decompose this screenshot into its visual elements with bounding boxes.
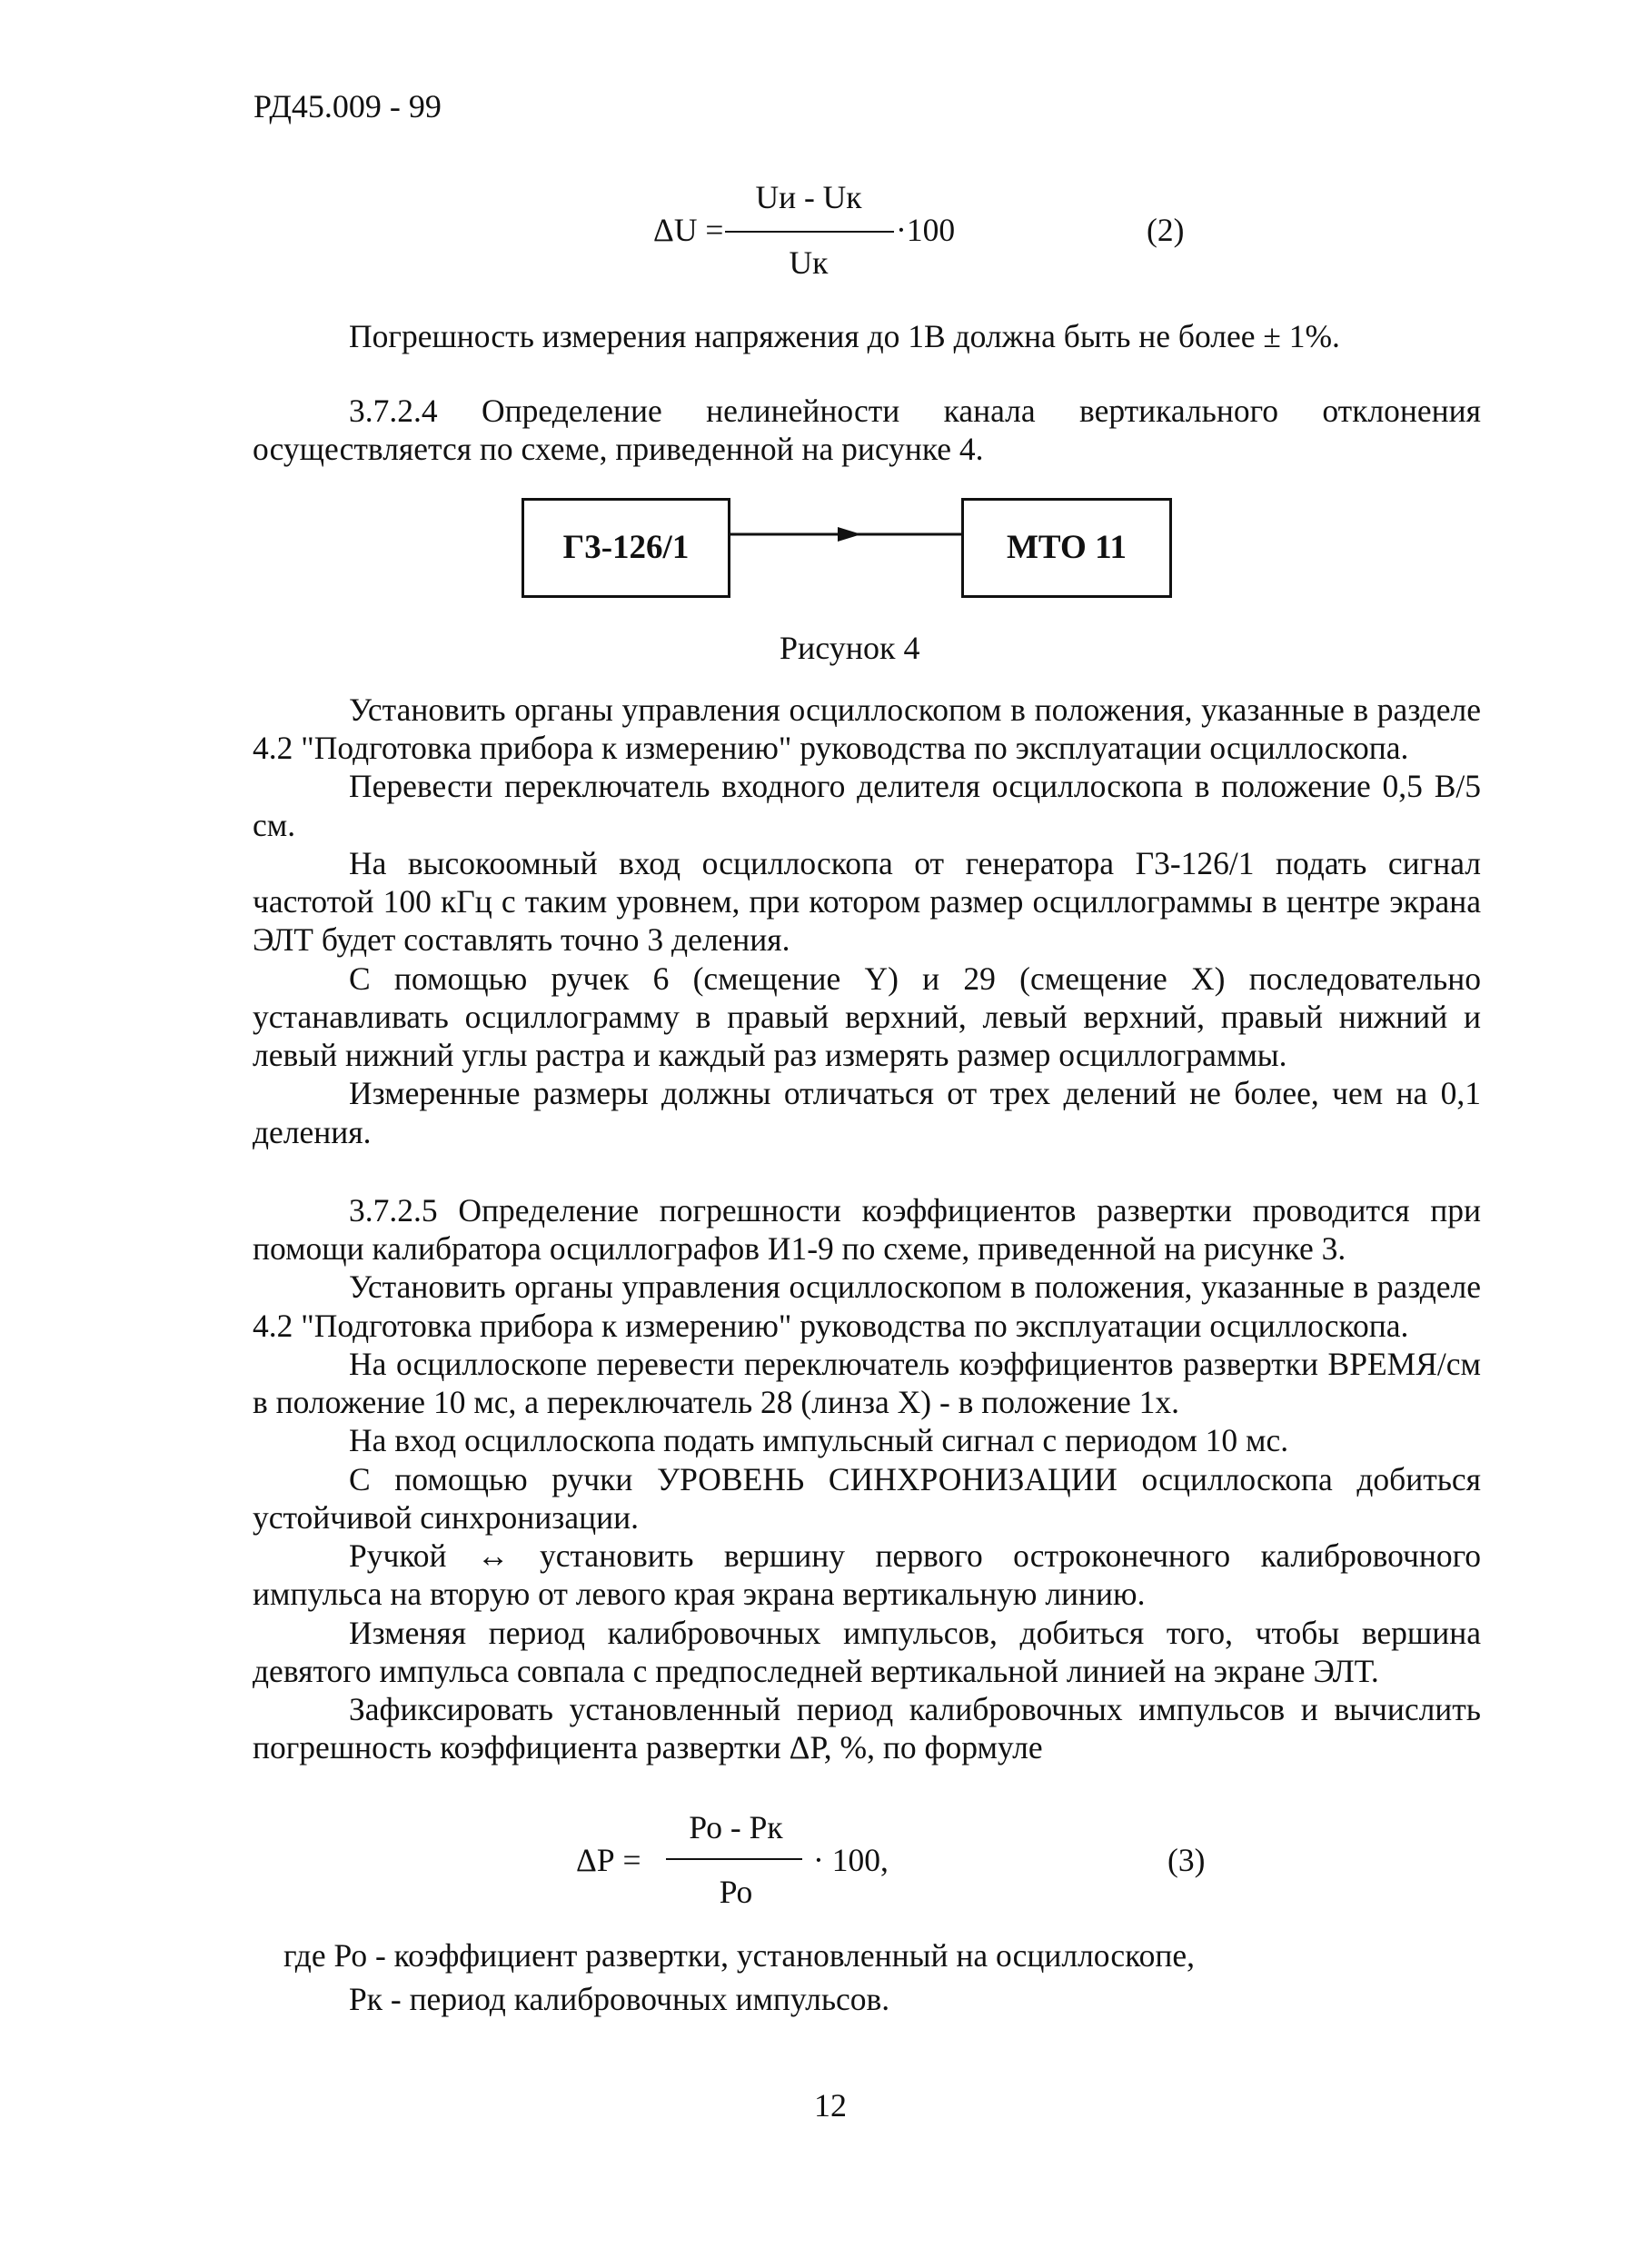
procedure-step: Зафиксировать установленный период калибровочных импульсов и вычислить погрешность коэффициента развертки ΔР, %, по формуле xyxy=(253,1691,1481,1766)
generator-box: Г3-126/1 xyxy=(522,498,730,598)
formula-3-numerator: Ро - Рк xyxy=(689,1809,783,1845)
procedure-step: 3.7.2.5 Определение погрешности коэффициентов развертки проводится при помощи калибратора осциллографов И1-9 по схеме, приведенной на рисунке 3. xyxy=(253,1192,1481,1268)
formula-2-denominator: Uк xyxy=(789,244,829,281)
formula-3-lhs: ΔР = xyxy=(576,1842,641,1878)
document-code-header: РД45.009 - 99 xyxy=(253,88,442,124)
procedure-step: Изменяя период калибровочных импульсов, добиться того, чтобы вершина девятого импульса совпала с предпоследней вертикальной линией на экране ЭЛТ. xyxy=(253,1614,1481,1689)
section-3-7-2-4 xyxy=(253,392,1481,468)
procedure-step: С помощью ручек 6 (смещение Y) и 29 (смещение X) последовательно устанавливать осциллограмму в правый верхний, левый верхний, правый нижний и левый нижний углы растра и каждый раз измерять размер осциллограммы. xyxy=(253,960,1481,1074)
formula-3-number: (3) xyxy=(1167,1842,1206,1878)
section-3-7-2-5 xyxy=(253,1191,1481,1767)
procedure-step: На осциллоскопе перевести переключатель коэффициентов развертки ВРЕМЯ/см в положение 10 мс, а переключатель 28 (линза X) - в положение 1х. xyxy=(253,1345,1481,1421)
formula-3-fraction-line xyxy=(666,1858,802,1860)
variable-definition-pk: Рк - период калибровочных импульсов. xyxy=(349,1981,890,2017)
page-number: 12 xyxy=(814,2087,847,2124)
formula-3-denominator: Ро xyxy=(719,1874,753,1910)
section-3-7-2-4-text: 3.7.2.4 Определение нелинейности канала вертикального отклонения осуществляется по схеме, приведенной на рисунке 4. xyxy=(253,393,1481,468)
formula-2-fraction-line xyxy=(725,231,894,233)
accuracy-paragraph: Погрешность измерения напряжения до 1В должна быть не более ± 1%. xyxy=(349,318,1340,354)
oscilloscope-box: МТО 11 xyxy=(961,498,1172,598)
procedure-step: На вход осциллоскопа подать импульсный сигнал с периодом 10 мс. xyxy=(349,1422,1289,1459)
procedure-step: С помощью ручки УРОВЕНЬ СИНХРОНИЗАЦИИ осциллоскопа добиться устойчивой синхронизации. xyxy=(253,1460,1481,1536)
formula-2-numerator: Uи - Uк xyxy=(755,179,862,215)
procedure-step: Перевести переключатель входного делителя осциллоскопа в положение 0,5 В/5 см. xyxy=(253,768,1481,843)
procedure-step: Измеренные размеры должны отличаться от трех делений не более, чем на 0,1 деления. xyxy=(253,1075,1481,1150)
formula-3-multiplier: · 100, xyxy=(813,1842,889,1878)
procedure-step: Установить органы управления осциллоскопом в положения, указанные в разделе 4.2 "Подготовка прибора к измерению" руководства по эксплуатации осциллоскопа. xyxy=(253,691,1481,767)
procedure-step: Установить органы управления осциллоскопом в положения, указанные в разделе 4.2 "Подготовка прибора к измерению" руководства по эксплуатации осциллоскопа. xyxy=(253,1268,1481,1344)
variable-definition-po: где Ро - коэффициент развертки, установленный на осциллоскопе, xyxy=(283,1937,1195,1974)
figure-caption: Рисунок 4 xyxy=(780,630,920,666)
connection-arrow-icon xyxy=(730,523,963,545)
formula-2-number: (2) xyxy=(1147,212,1185,248)
section-procedure-nonlinearity xyxy=(253,691,1481,1151)
procedure-step: Ручкой ↔ установить вершину первого остроконечного калибровочного импульса на вторую от левого края экрана вертикальную линию. xyxy=(253,1537,1481,1613)
formula-2-lhs: ΔU = xyxy=(653,212,724,248)
formula-2-multiplier: ·100 xyxy=(896,212,956,248)
procedure-step: На высокоомный вход осциллоскопа от генератора Г3-126/1 подать сигнал частотой 100 кГц с таким уровнем, при котором размер осциллограммы в центре экрана ЭЛТ будет составлять точно 3 деления. xyxy=(253,844,1481,959)
